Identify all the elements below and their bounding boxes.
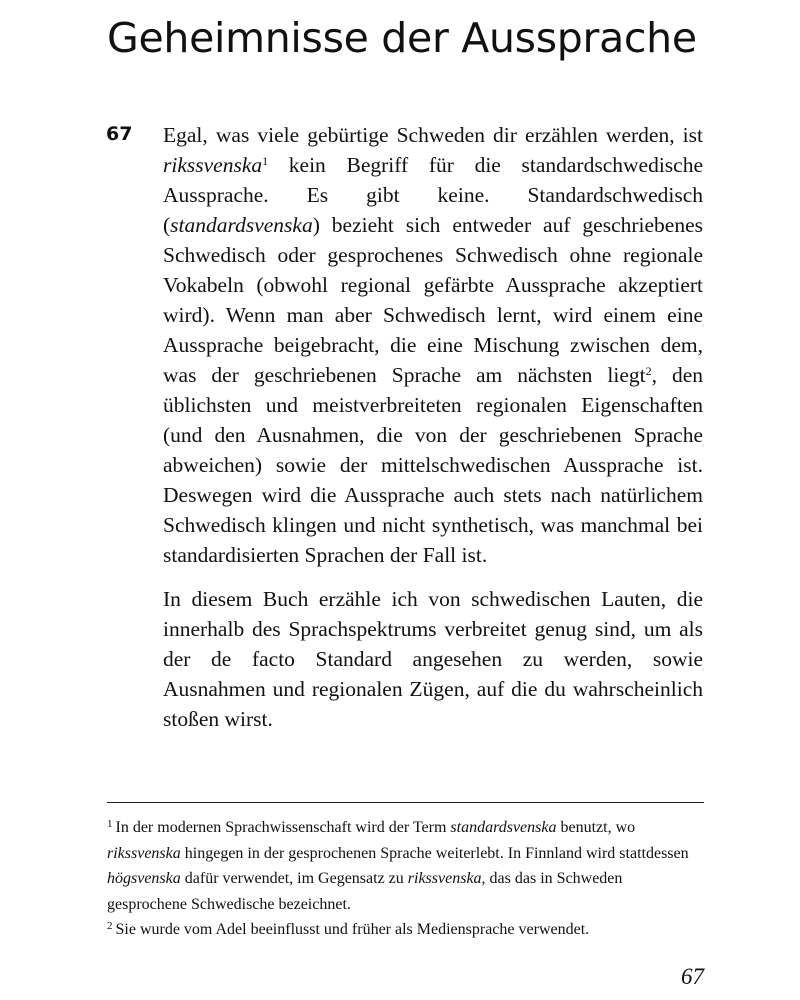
footnote-2-number: 2 [107,920,113,932]
footnote-2-text: Sie wurde vom Adel beeinflusst und früher als Mediensprache verwendet. [115,921,590,938]
paragraph-1-text-4: , den üblichsten und meistverbreiteten regionalen Eigenschaften (und den Ausnahmen, die von der geschriebenen Sprache abweichen) sowie der mittelschwedischen Aussprache ist. Deswegen wird die Aussprache auch stets nach natürlichem Schwedisch klingen und nicht synthetisch, was manchmal bei standardisierten Sprachen der Fall ist. [163,363,703,567]
footnote-1-number: 1 [107,818,113,830]
footnote-1-term-2: rikssvenska [107,844,181,862]
footnote-1 [107,815,704,917]
page-title: Geheimnisse der Aussprache [107,14,697,62]
section-number: 67 [106,123,133,145]
paragraph-1 [163,120,703,570]
term-standardsvenska: standardsvenska [170,213,313,237]
footnote-1-text-3: hingegen in der gesprochenen Sprache weiterlebt. In Finnland wird stattdessen [180,844,689,862]
term-rikssvenska: rikssvenska [163,153,263,177]
footnote-1-term-1: standardsvenska [450,819,557,836]
paragraph-2: In diesem Buch erzähle ich von schwedischen Lauten, die innerhalb des Sprachspektrums verbreitet genug sind, um als der de facto Standard angesehen zu werden, sowie Ausnahmen und regionalen Zügen, auf die du wahrscheinlich stoßen wirst. [163,587,703,731]
footnote-ref-1[interactable]: 1 [262,154,269,168]
footnote-2 [107,917,704,943]
footnote-1-text-4: dafür verwendet, im Gegensatz zu [180,870,408,887]
footnotes [107,802,704,943]
footnote-1-term-3: högsvenska [107,870,181,887]
paragraph-1-text-2: kein Begriff für die standardschwedische Aussprache. Es gibt keine. Standardschwedisch ( [163,153,703,237]
footnote-ref-2[interactable]: 2 [645,364,652,378]
page-number: 67 [681,964,704,989]
body-text [163,120,703,734]
footnote-1-text-1: In der modernen Sprachwissenschaft wird der Term [115,819,451,836]
footnote-1-term-4: rikssvenska [407,870,482,887]
footnote-1-text-2: benutzt, wo [556,819,636,836]
paragraph-1-text-1: Egal, was viele gebürtige Schweden dir erzählen werden, ist [163,123,703,147]
paragraph-1-text-3: ) bezieht sich entweder auf geschriebenes Schwedisch oder gesprochenes Schwedisch ohne regionale Vokabeln (obwohl regional gefärbte Aussprache akzeptiert wird). Wenn man aber Schwedisch lernt, wird einem eine Aussprache beigebracht, die eine Mischung zwischen dem, was der geschriebenen Sprache am nächsten liegt [163,213,703,387]
footnote-1-text-5: , das das in Schweden gesprochene Schwedische bezeichnet. [107,870,623,913]
